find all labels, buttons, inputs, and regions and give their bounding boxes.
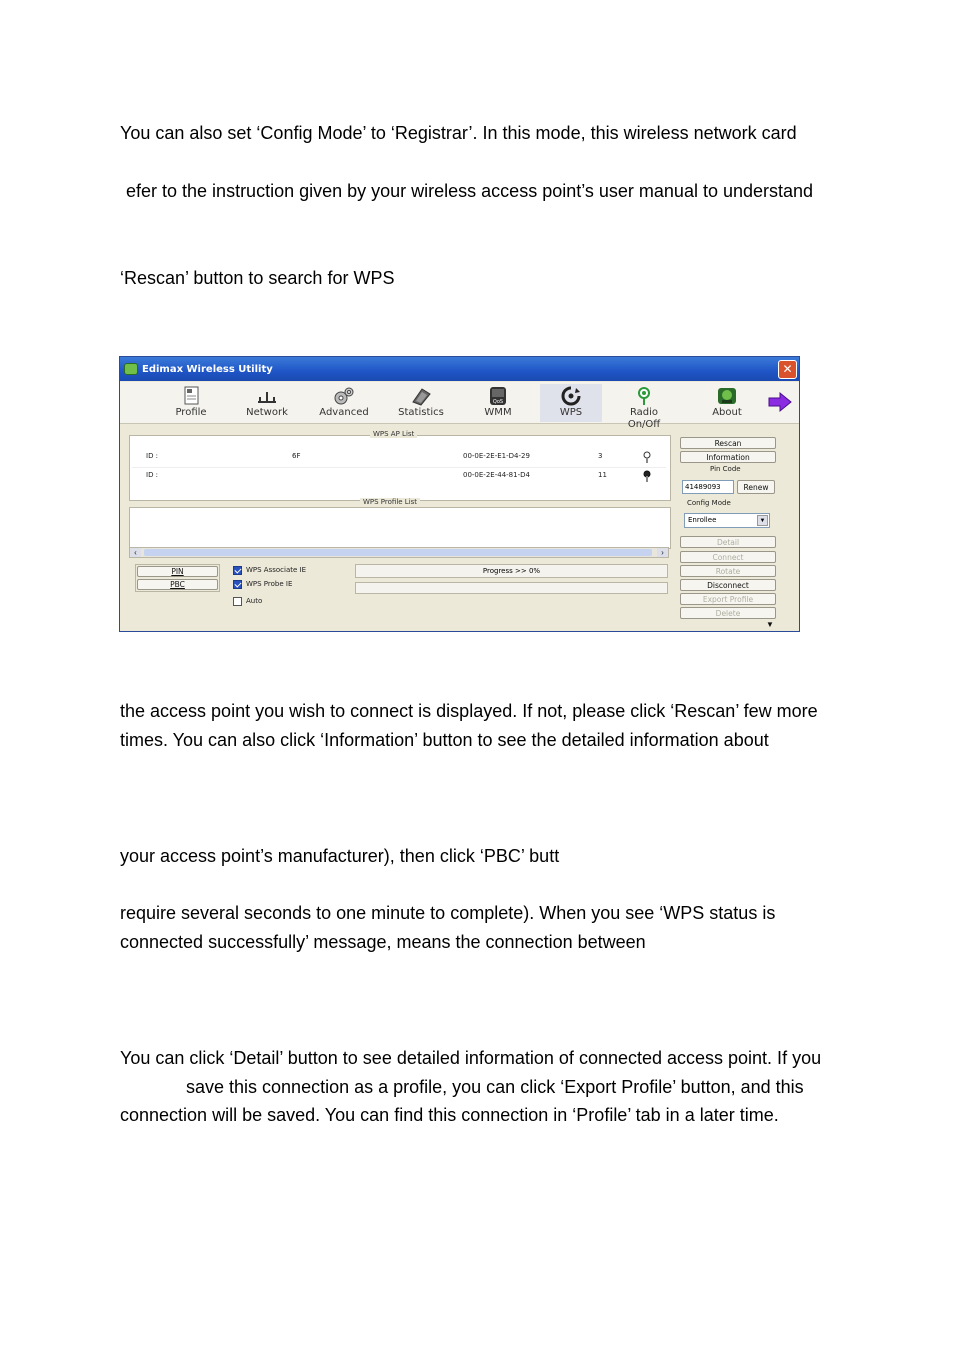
next-arrow-icon[interactable] (767, 391, 793, 413)
ap-lock-icon (642, 450, 652, 468)
profile-icon (180, 386, 202, 406)
tab-label: Network (246, 407, 288, 418)
wps-profile-list (129, 507, 671, 549)
pin-code-field[interactable]: 41489093 (682, 480, 734, 494)
wps-profile-list-title: WPS Profile List (360, 498, 420, 506)
paragraph-line: your access point’s manufacturer), then click ‘PBC’ butt (120, 846, 560, 866)
tab-statistics[interactable] (390, 384, 452, 422)
rotate-button[interactable]: Rotate (680, 565, 776, 577)
config-mode-label: Config Mode (687, 499, 731, 507)
ap-row-mac: 00-0E-2E-44-81-D4 (463, 471, 530, 479)
paragraph-line: ‘Rescan’ button to search for WPS (120, 268, 395, 288)
horizontal-scrollbar[interactable] (129, 547, 669, 558)
toolbar (120, 382, 799, 430)
ap-row[interactable] (132, 467, 666, 484)
wps-ap-list-title: WPS AP List (370, 430, 417, 438)
paragraph-line: connection will be saved. You can find this connection in ‘Profile’ tab in a later time. (120, 1105, 779, 1125)
paragraph-line: times. You can also click ‘Information’ button to see the detailed information about (120, 730, 769, 750)
ap-row-ssid: 6F (292, 452, 301, 460)
pin-code-label: Pin Code (710, 465, 741, 473)
tab-about[interactable] (696, 384, 758, 422)
close-icon[interactable]: ✕ (778, 360, 797, 379)
tab-label: Profile (175, 407, 207, 418)
scrollbar-thumb[interactable] (144, 549, 652, 556)
radio-icon (633, 386, 655, 406)
wps-associate-ie-label: WPS Associate IE (246, 566, 307, 574)
tab-label: About (712, 407, 742, 418)
config-mode-value: Enrollee (688, 516, 717, 524)
wps-probe-ie-label: WPS Probe IE (246, 580, 293, 588)
window-title: Edimax Wireless Utility (142, 363, 273, 375)
tab-label: Statistics (398, 407, 444, 418)
auto-checkbox[interactable] (233, 597, 242, 606)
pin-button[interactable]: PIN (137, 566, 218, 577)
tab-label: WPS (559, 407, 583, 418)
edimax-wireless-utility-window (119, 356, 800, 632)
information-button[interactable]: Information (680, 451, 776, 463)
app-icon (124, 363, 138, 375)
ap-row-channel: 11 (598, 471, 607, 479)
tab-profile[interactable] (160, 384, 222, 422)
chevron-down-icon[interactable]: ▼ (757, 515, 768, 526)
paragraph-line: connected successfully’ message, means the connection between (120, 932, 646, 952)
window-titlebar (120, 357, 799, 381)
statistics-icon (410, 386, 432, 406)
export-profile-button[interactable]: Export Profile (680, 593, 776, 605)
progress-bar (355, 582, 668, 594)
wmm-icon (487, 386, 509, 406)
ap-lock-icon (642, 469, 652, 487)
pbc-button[interactable]: PBC (137, 579, 218, 590)
paragraph-line: save this connection as a profile, you can click ‘Export Profile’ button, and this (186, 1077, 804, 1097)
wps-icon (560, 386, 582, 406)
paragraph-line: You can click ‘Detail’ button to see detailed information of connected access point. If you (120, 1048, 822, 1068)
ap-row-channel: 3 (598, 452, 603, 460)
paragraph-line: require several seconds to one minute to complete). When you see ‘WPS status is (120, 903, 776, 923)
wps-probe-ie-checkbox[interactable] (233, 580, 242, 589)
connect-button[interactable]: Connect (680, 551, 776, 563)
delete-button[interactable]: Delete (680, 607, 776, 619)
network-icon (256, 386, 278, 406)
auto-label: Auto (246, 597, 263, 605)
scroll-right-icon[interactable]: › (657, 548, 668, 557)
disconnect-button[interactable]: Disconnect (680, 579, 776, 591)
about-icon (716, 386, 738, 406)
paragraph-line: the access point you wish to connect is displayed. If not, please click ‘Rescan’ few more (120, 701, 818, 721)
paragraph-line: efer to the instruction given by your wireless access point’s user manual to understand (126, 181, 814, 201)
rescan-button[interactable]: Rescan (680, 437, 776, 449)
renew-button[interactable]: Renew (737, 480, 775, 494)
tab-label: Advanced (319, 407, 369, 418)
tab-advanced[interactable] (313, 384, 375, 422)
svg-text:QoS: QoS (492, 399, 504, 405)
tab-label: WMM (484, 407, 512, 418)
tab-radio-on-off[interactable] (613, 384, 675, 430)
scroll-down-icon[interactable]: ▼ (766, 620, 774, 629)
tab-wps[interactable] (540, 384, 602, 422)
wps-associate-ie-checkbox[interactable] (233, 566, 242, 575)
ap-row-mac: 00-0E-2E-E1-D4-29 (463, 452, 530, 460)
advanced-gears-icon (333, 386, 355, 406)
paragraph-line: You can also set ‘Config Mode’ to ‘Registrar’. In this mode, this wireless network card (120, 123, 797, 143)
progress-status: Progress >> 0% (355, 564, 668, 578)
tab-network[interactable] (236, 384, 298, 422)
ap-row-id: ID : (146, 452, 159, 460)
tab-label: Radio On/Off (627, 407, 661, 430)
detail-button[interactable]: Detail (680, 536, 776, 548)
ap-row-id: ID : (146, 471, 159, 479)
scroll-left-icon[interactable]: ‹ (130, 548, 141, 557)
config-mode-select[interactable] (684, 513, 770, 528)
tab-wmm[interactable] (467, 384, 529, 422)
ap-row[interactable] (132, 449, 666, 465)
